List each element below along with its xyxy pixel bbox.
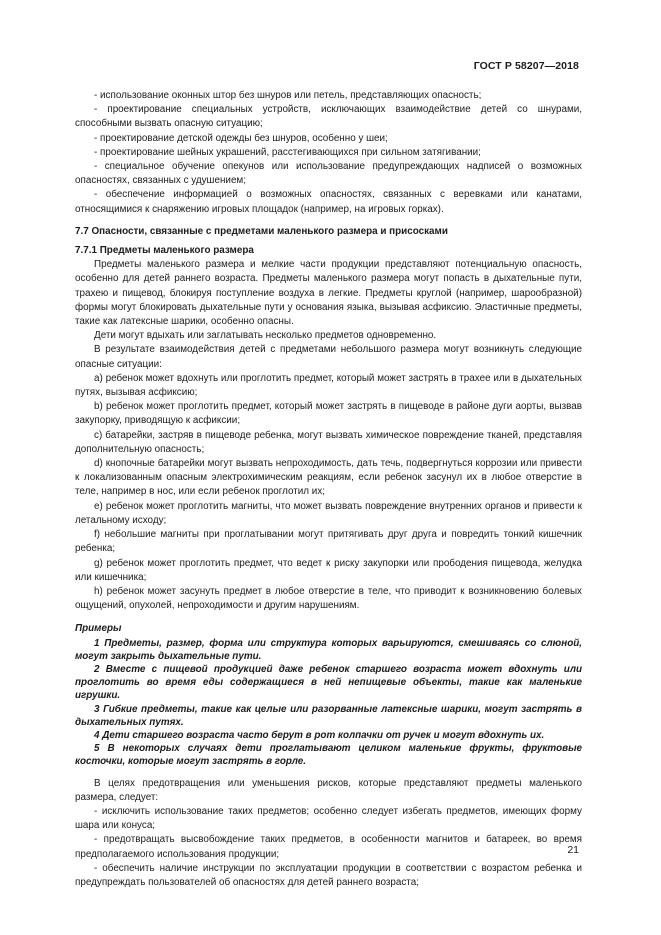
page-number: 21 [567,844,579,856]
situation-item: f) небольшие магниты при проглатывании могут притягивать друг друга и повредить тонкий кишечник ребенка; [75,529,582,555]
example-item: 5 В некоторых случаях дети проглатывают целиком маленькие фрукты, фруктовые косточки, которые могут застрять в горле. [75,743,582,768]
example-item: 2 Вместе с пищевой продукцией даже ребенок старшего возраста может вдохнуть или проглотить во время еды содержащиеся в ней непищевые объекты, такие как маленькие игрушки. [75,663,582,702]
list-item: - проектирование специальных устройств, исключающих взаимодействие детей со шнурами, способными вызвать опасную ситуацию; [75,104,582,130]
situation-item: a) ребенок может вдохнуть или проглотить предмет, который может застрять в трахее или в дыхательных путях, вызывая асфиксию; [75,372,582,399]
example-item: 3 Гибкие предметы, такие как целые или разорванные латексные шарики, могут застрять в дыхательных путях. [75,703,582,728]
subsection-heading: 7.7.1 Предметы маленького размера [75,245,254,257]
situation-item: b) ребенок может проглотить предмет, который может застрять в пищеводе в районе дуги аорты, вызвав закупорку, приводящую к асфиксии; [75,401,582,427]
examples-title: Примеры [75,623,122,635]
section-heading: 7.7 Опасности, связанные с предметами маленького размера и присосками [75,225,448,237]
situation-item: c) батарейки, застряв в пищеводе ребенка, могут вызвать химическое повреждение тканей, представляя дополнительную опасность; [75,429,582,455]
paragraph: В целях предотвращения или уменьшения рисков, которые представляют предметы маленького размера, следует: [75,777,582,803]
paragraph: Дети могут вдыхать или заглатывать несколько предметов одновременно. [94,330,437,342]
list-item: - проектирование шейных украшений, расстегивающихся при сильном затягивании; [94,146,481,158]
list-item: - использование оконных штор без шнуров или петель, представляющих опасность; [94,90,482,101]
paragraph: Предметы маленького размера и мелкие части продукции представляют потенциальную опасность, особенно для детей раннего возраста. Предметы маленького размера могут попасть в дыхательные пути, трахею и пищевод, блокируя поступление воздуха в легкие. Предметы круглой (например, шарообразной) формы могут блокировать дыхательные пути у основания языка, вызывая асфиксию. Эластичные предметы, такие как латексные шарики, особенно опасны. [75,259,582,328]
list-item: - предотвращать высвобождение таких предметов, в особенности магнитов и батареек, во время предполагаемого использования продукции; [75,834,582,860]
example-item: 1 Предметы, размер, форма или структура которых варьируются, смешиваясь со слюной, могут закрыть дыхательные пути. [75,637,582,662]
situation-item: g) ребенок может проглотить предмет, что ведет к риску закупорки или прободения пищевода, желудка или кишечника; [75,557,582,583]
standard-header: ГОСТ Р 58207—2018 [473,60,579,72]
list-item: - исключить использование таких предметов; особенно следует избегать предметов, имеющих форму шара или конуса; [75,805,582,832]
situation-item: h) ребенок может засунуть предмет в любое отверстие в теле, что приводит к возникновению болевых ощущений, опухолей, непроходимости и другим нарушениям. [75,585,582,612]
list-item: - обеспечение информацией о возможных опасностях, связанных с веревками или канатами, относящимися к снаряжению игровых площадок (например, на игровых горках). [75,189,582,215]
situation-item: e) ребенок может проглотить магниты, что может вызвать повреждение внутренних органов и привести к летальному исходу; [75,500,582,526]
situation-item: d) кнопочные батарейки могут вызвать непроходимость, дать течь, подвергнуться коррозии или привести к локализованным опасным электрохимическим реакциям, если ребенок засунул их в любое отверстие в теле, например в нос, или если ребенок проглотил их; [75,458,582,498]
page-content [75,89,582,890]
paragraph: В результате взаимодействия детей с предметами небольшого размера могут возникнуть следующие опасные ситуации: [75,344,582,370]
list-item: - проектирование детской одежды без шнуров, особенно у шеи; [94,132,388,144]
list-item: - специальное обучение опекунов или использование предупреждающих надписей о возможных опасностях, связанных с удушением; [75,161,582,187]
example-item: 4 Дети старшего возраста часто берут в рот колпачки от ручек и могут вдохнуть их. [94,729,545,741]
list-item: - обеспечить наличие инструкции по эксплуатации продукции в соответствии с возрастом ребенка и предупреждать пользователей об опасностях для детей раннего возраста; [75,862,582,888]
